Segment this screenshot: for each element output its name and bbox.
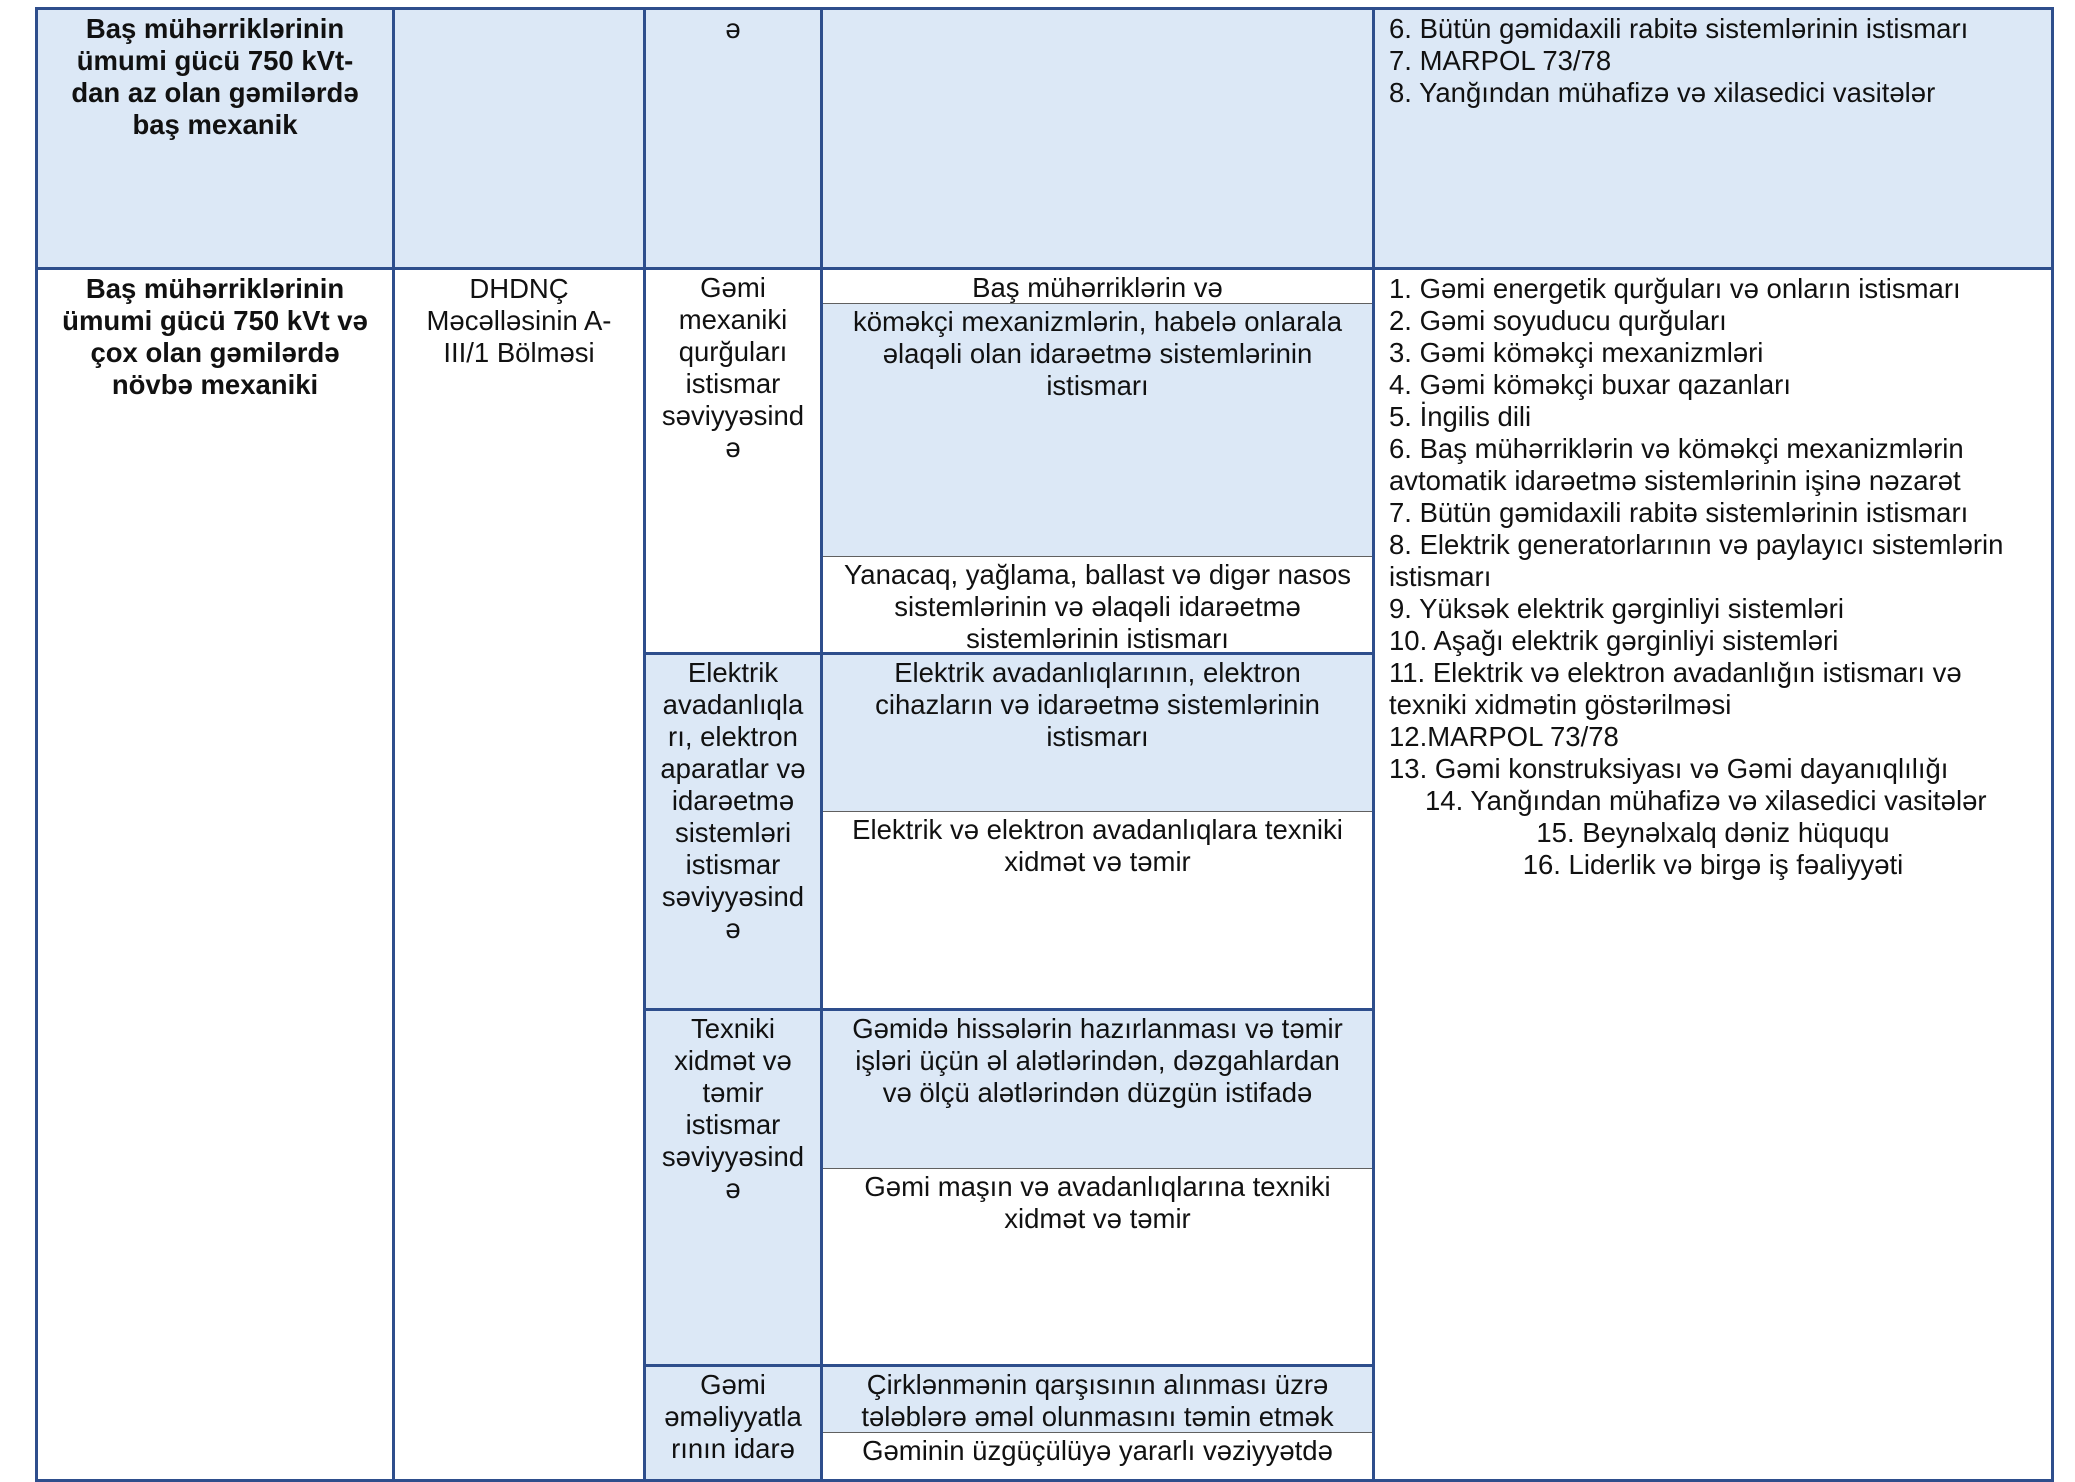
position-cell xyxy=(37,9,394,269)
topic-item: 7. MARPOL 73/78 xyxy=(1389,45,1612,76)
functions-cell xyxy=(645,269,822,1481)
topic-item: 3. Gəmi köməkçi mexanizmləri xyxy=(1389,337,1764,368)
position-cell xyxy=(37,269,394,1481)
table-row xyxy=(37,9,2053,269)
competence-item: Baş mühərriklərin və xyxy=(823,270,1372,304)
competence-cell xyxy=(822,9,1374,269)
topic-item: 6. Bütün gəmidaxili rabitə sistemlərinin istismarı xyxy=(1389,13,1969,44)
topics-cell xyxy=(1374,269,2053,1481)
topic-item: 16. Liderlik və birgə iş fəaliyyəti xyxy=(1522,849,1904,880)
topic-item: 15. Beynəlxalq dəniz hüququ xyxy=(1536,817,1890,848)
topic-item: 11. Elektrik və elektron avadanlığın istismarı və xyxy=(1389,657,1962,688)
position-text: Baş mühərriklərinin ümumi gücü 750 kVt və çox olan gəmilərdə növbə mexaniki xyxy=(62,273,368,400)
competence-item: köməkçi mexanizmlərin, habelə onlarala əlaqəli olan idarəetmə sistemlərinin istismarı xyxy=(823,304,1372,557)
competence-item: Yanacaq, yağlama, ballast və digər nasos sistemlərinin və əlaqəli idarəetmə sistemlərinin istismarı xyxy=(823,557,1372,655)
function-cell xyxy=(645,9,822,269)
regulation-cell xyxy=(394,269,645,1481)
qualification-table xyxy=(35,7,2054,1482)
topic-item: 2. Gəmi soyuducu qurğuları xyxy=(1389,305,1727,336)
position-text: Baş mühərriklərinin ümumi gücü 750 kVt-dan az olan gəmilərdə baş mexanik xyxy=(71,13,359,140)
function-item: Texniki xidmət və təmir istismar səviyyəsind ə xyxy=(646,1011,820,1367)
competence-item: Gəminin üzgüçülüyə yararlı vəziyyətdə xyxy=(823,1433,1372,1479)
topic-item: avtomatik idarəetmə sistemlərinin işinə nəzarət xyxy=(1389,465,1961,496)
topic-item: istismarı xyxy=(1389,561,1492,592)
competences-cell xyxy=(822,269,1374,1481)
topic-item: 5. İngilis dili xyxy=(1389,401,1532,432)
competence-item: Elektrik və elektron avadanlıqlara texniki xidmət və təmir xyxy=(823,812,1372,1011)
topic-item: 8. Elektrik generatorlarının və paylayıcı sistemlərin xyxy=(1389,529,2004,560)
topics-cell xyxy=(1374,9,2053,269)
function-item: Gəmi mexaniki qurğuları istismar səviyyəsind ə xyxy=(646,270,820,655)
topic-item: 7. Bütün gəmidaxili rabitə sistemlərinin istismarı xyxy=(1389,497,1969,528)
topic-item: 1. Gəmi energetik qurğuları və onların istismarı xyxy=(1389,273,1961,304)
topic-item: 10. Aşağı elektrik gərginliyi sistemləri xyxy=(1389,625,1839,656)
topic-item: 13. Gəmi konstruksiyası və Gəmi dayanıqlılığı xyxy=(1389,753,1949,784)
competence-item: Gəmidə hissələrin hazırlanması və təmir işləri üçün əl alətlərindən, dəzgahlardan və ölçü alətlərindən düzgün istifadə xyxy=(823,1011,1372,1169)
competence-item: Gəmi maşın və avadanlıqlarına texniki xidmət və təmir xyxy=(823,1169,1372,1367)
topic-item: 6. Baş mühərriklərin və köməkçi mexanizmlərin xyxy=(1389,433,1964,464)
topic-item: 4. Gəmi köməkçi buxar qazanları xyxy=(1389,369,1791,400)
function-item: Elektrik avadanlıqla rı, elektron aparatlar və idarəetmə sistemləri istismar səviyyəsind ə xyxy=(646,655,820,1011)
regulation-cell xyxy=(394,9,645,269)
topic-item: 14. Yanğından mühafizə və xilasedici vasitələr xyxy=(1425,785,1987,816)
regulation-text: DHDNÇ Məcəlləsinin A-III/1 Bölməsi xyxy=(426,273,612,368)
competence-item: Elektrik avadanlıqlarının, elektron cihazların və idarəetmə sistemlərinin istismarı xyxy=(823,655,1372,812)
function-text: ə xyxy=(725,13,741,44)
topic-item: texniki xidmətin göstərilməsi xyxy=(1389,689,1732,720)
table-row xyxy=(37,269,2053,1481)
function-item: Gəmi əməliyyatla rının idarə xyxy=(646,1367,820,1479)
topic-item: 9. Yüksək elektrik gərginliyi sistemləri xyxy=(1389,593,1844,624)
competence-item: Çirklənmənin qarşısının alınması üzrə tələblərə əməl olunmasını təmin etmək xyxy=(823,1367,1372,1433)
topic-item: 8. Yanğından mühafizə və xilasedici vasitələr xyxy=(1389,77,1936,108)
topic-item: 12.MARPOL 73/78 xyxy=(1389,721,1619,752)
